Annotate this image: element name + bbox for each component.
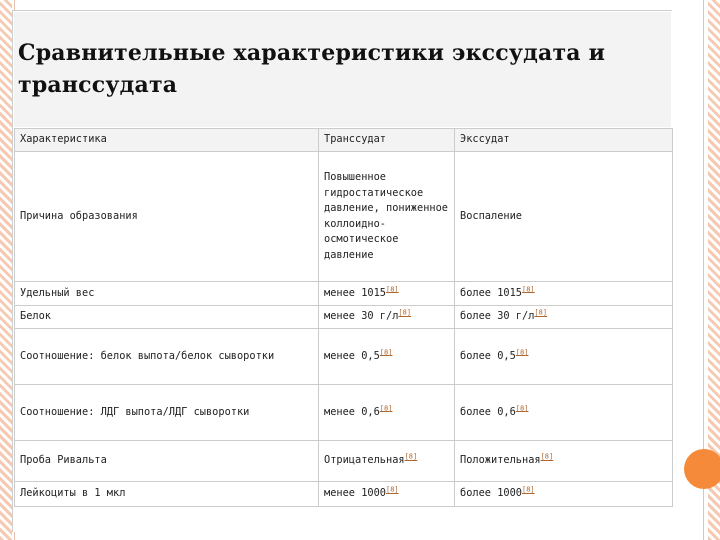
cell-exudate (455, 306, 673, 329)
cell-value: Положительная (460, 454, 541, 467)
table-header-row (15, 129, 673, 152)
table-row (15, 441, 673, 482)
cell-exudate (455, 441, 673, 482)
cell-value: менее 0,6 (324, 405, 380, 418)
reference-link[interactable]: [8] (398, 308, 412, 317)
reference-link[interactable]: [8] (386, 285, 399, 294)
cell-transudate (319, 329, 455, 385)
reference-link[interactable]: [8] (522, 285, 535, 294)
cell-exudate: Воспаление (455, 152, 673, 282)
header-transudate: Транссудат (319, 129, 455, 152)
table-row (15, 329, 673, 385)
table-row (15, 282, 673, 306)
cell-transudate (319, 482, 455, 507)
cell-exudate (455, 282, 673, 306)
cell-transudate (319, 385, 455, 441)
cell-transudate (319, 306, 455, 329)
cell-value: более 0,6 (460, 405, 516, 418)
cell-value: более 1000 (460, 487, 522, 500)
table-row (15, 385, 673, 441)
cell-characteristic: Белок (15, 306, 319, 329)
reference-link[interactable]: [8] (379, 404, 393, 413)
cell-value: менее 0,5 (324, 349, 380, 362)
cell-exudate (455, 385, 673, 441)
reference-link[interactable]: [8] (386, 485, 399, 494)
cell-transudate (319, 282, 455, 306)
cell-value: более 0,5 (460, 349, 516, 362)
cell-characteristic: Соотношение: ЛДГ выпота/ЛДГ сыворотки (15, 385, 319, 441)
decorative-orange-circle (684, 449, 720, 489)
cell-characteristic: Проба Ривальта (15, 441, 319, 482)
reference-link[interactable]: [8] (540, 452, 554, 461)
reference-link[interactable]: [8] (515, 348, 529, 357)
reference-link[interactable]: [8] (404, 452, 418, 461)
header-characteristic: Характеристика (15, 129, 319, 152)
cell-characteristic: Лейкоциты в 1 мкл (15, 482, 319, 507)
reference-link[interactable]: [8] (522, 485, 535, 494)
left-decorative-stripe (0, 0, 12, 540)
cell-characteristic: Причина образования (15, 152, 319, 282)
cell-exudate (455, 482, 673, 507)
cell-value: менее 30 г/л (324, 310, 399, 323)
table-row (15, 152, 673, 282)
header-exudate: Экссудат (455, 129, 673, 152)
cell-exudate (455, 329, 673, 385)
reference-link[interactable]: [8] (515, 404, 529, 413)
cell-value: более 30 г/л (460, 310, 535, 323)
cell-value: менее 1000 (324, 487, 386, 500)
reference-link[interactable]: [8] (534, 308, 548, 317)
cell-characteristic: Соотношение: белок выпота/белок сыворотки (15, 329, 319, 385)
reference-link[interactable]: [8] (379, 348, 393, 357)
cell-characteristic: Удельный вес (15, 282, 319, 306)
comparison-table (14, 128, 673, 507)
table-row (15, 482, 673, 507)
slide-title: Сравнительные характеристики экссудата и транссудата (18, 40, 606, 98)
cell-transudate: Повышенное гидростатическое давление, пониженное коллоидно-осмотическое давление (319, 152, 455, 282)
cell-value: более 1015 (460, 286, 522, 299)
cell-transudate (319, 441, 455, 482)
table-row (15, 306, 673, 329)
cell-value: Отрицательная (324, 454, 405, 467)
cell-value: менее 1015 (324, 286, 386, 299)
